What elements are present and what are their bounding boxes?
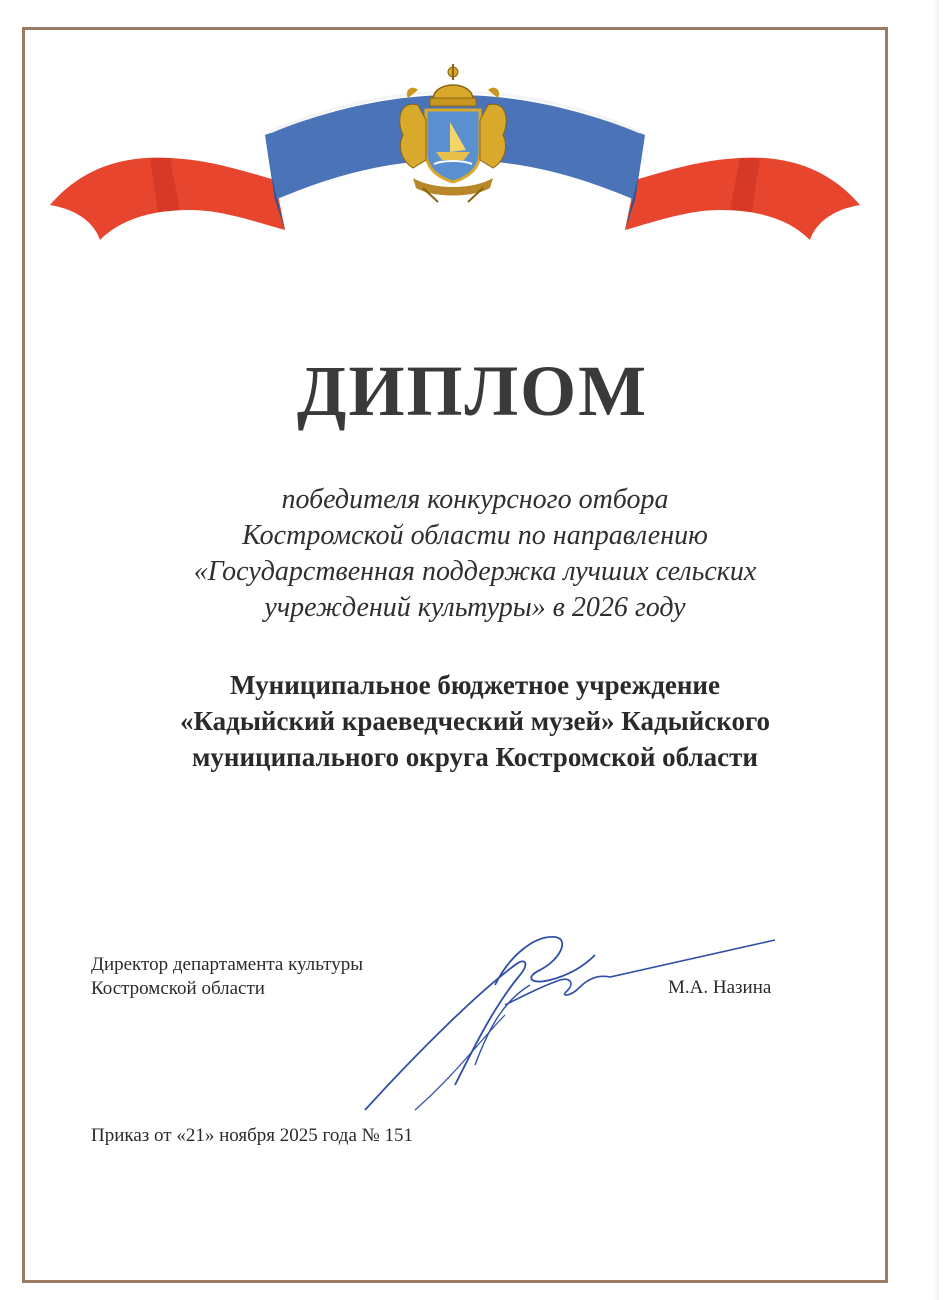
kostroma-oblast-coat-of-arms-icon xyxy=(378,60,528,210)
director-title-line: Директор департамента культуры xyxy=(91,954,363,975)
recipient-line: муниципального округа Костромской области xyxy=(192,742,758,772)
award-description-line: «Государственная поддержка лучших сельских xyxy=(193,556,757,587)
recipient-line: «Кадыйский краеведческий музей» Кадыйского xyxy=(179,706,771,736)
award-description-line: победителя конкурсного отбора xyxy=(281,484,669,515)
order-reference: Приказ от «21» ноября 2025 года № 151 xyxy=(91,1125,414,1146)
award-description xyxy=(80,482,870,626)
recipient-line: Муниципальное бюджетное учреждение xyxy=(230,670,720,700)
signer-name: М.А. Назина xyxy=(668,977,772,998)
ribbon-emblem-header xyxy=(40,60,870,260)
award-description-line: Костромской области по направлению xyxy=(242,520,708,551)
award-description-line: учреждений культуры» в 2026 году xyxy=(264,592,686,623)
director-title-line: Костромской области xyxy=(91,978,265,999)
handwritten-signature-icon xyxy=(355,925,795,1120)
recipient-name xyxy=(60,667,890,775)
scan-edge xyxy=(933,0,939,1300)
director-title xyxy=(91,953,363,1001)
diploma-title: ДИПЛОМ xyxy=(296,351,649,431)
